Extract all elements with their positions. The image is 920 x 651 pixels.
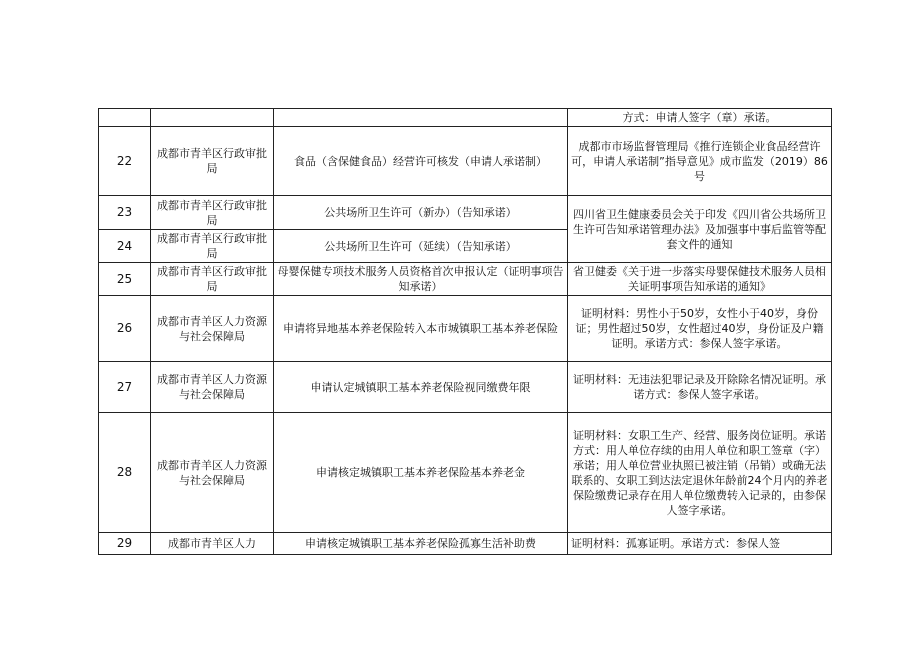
item-cell: 公共场所卫生许可（新办）（告知承诺） — [274, 196, 568, 230]
item-cell: 公共场所卫生许可（延续）（告知承诺） — [274, 230, 568, 263]
department-cell: 成都市青羊区人力资源与社会保障局 — [151, 413, 274, 533]
table-row — [99, 296, 832, 362]
basis-cell: 成都市市场监督管理局《推行连锁企业食品经营许可，申请人承诺制”指导意见》成市监发（2019）86号 — [568, 127, 832, 196]
item-cell: 申请将异地基本养老保险转入本市城镇职工基本养老保险 — [274, 296, 568, 362]
basis-cell: 证明材料：女职工生产、经营、服务岗位证明。承诺方式：用人单位存续的由用人单位和职工签章（字）承诺；用人单位营业执照已被注销（吊销）或确无法联系的、女职工到达法定退休年龄前24个月内的养老保险缴费记录存在用人单位缴费转入记录的，由参保人签字承诺。 — [568, 413, 832, 533]
department-cell — [151, 109, 274, 127]
item-cell: 申请认定城镇职工基本养老保险视同缴费年限 — [274, 362, 568, 413]
basis-cell: 省卫健委《关于进一步落实母婴保健技术服务人员相关证明事项告知承诺的通知》 — [568, 263, 832, 296]
table-row — [99, 413, 832, 533]
row-number: 28 — [99, 413, 151, 533]
department-cell: 成都市青羊区人力资源与社会保障局 — [151, 296, 274, 362]
commitment-items-table — [98, 108, 832, 555]
row-number: 27 — [99, 362, 151, 413]
row-number: 25 — [99, 263, 151, 296]
row-number: 24 — [99, 230, 151, 263]
document-page — [98, 108, 831, 555]
department-cell: 成都市青羊区行政审批局 — [151, 263, 274, 296]
department-cell: 成都市青羊区人力资源与社会保障局 — [151, 362, 274, 413]
row-number: 22 — [99, 127, 151, 196]
item-cell: 申请核定城镇职工基本养老保险基本养老金 — [274, 413, 568, 533]
row-number: 26 — [99, 296, 151, 362]
department-cell: 成都市青羊区行政审批局 — [151, 127, 274, 196]
department-cell: 成都市青羊区人力 — [151, 533, 274, 555]
table-row — [99, 127, 832, 196]
table-row — [99, 362, 832, 413]
row-number — [99, 109, 151, 127]
table-row — [99, 109, 832, 127]
item-cell — [274, 109, 568, 127]
row-number: 23 — [99, 196, 151, 230]
department-cell: 成都市青羊区行政审批局 — [151, 230, 274, 263]
table-row — [99, 533, 832, 555]
row-number: 29 — [99, 533, 151, 555]
basis-cell: 证明材料：男性小于50岁，女性小于40岁，身份证；男性超过50岁，女性超过40岁，身份证及户籍证明。承诺方式：参保人签字承诺。 — [568, 296, 832, 362]
item-cell: 申请核定城镇职工基本养老保险孤寡生活补助费 — [274, 533, 568, 555]
department-cell: 成都市青羊区行政审批局 — [151, 196, 274, 230]
item-cell: 母婴保健专项技术服务人员资格首次申报认定（证明事项告知承诺） — [274, 263, 568, 296]
table-row — [99, 196, 832, 230]
basis-cell: 证明材料：孤寡证明。承诺方式：参保人签 — [568, 533, 832, 555]
basis-cell: 证明材料：无违法犯罪记录及开除除名情况证明。承诺方式：参保人签字承诺。 — [568, 362, 832, 413]
item-cell: 食品（含保健食品）经营许可核发（申请人承诺制） — [274, 127, 568, 196]
basis-cell: 四川省卫生健康委员会关于印发《四川省公共场所卫生许可告知承诺管理办法》及加强事中事后监管等配套文件的通知 — [568, 196, 832, 263]
table-row — [99, 263, 832, 296]
basis-cell: 方式：申请人签字（章）承诺。 — [568, 109, 832, 127]
